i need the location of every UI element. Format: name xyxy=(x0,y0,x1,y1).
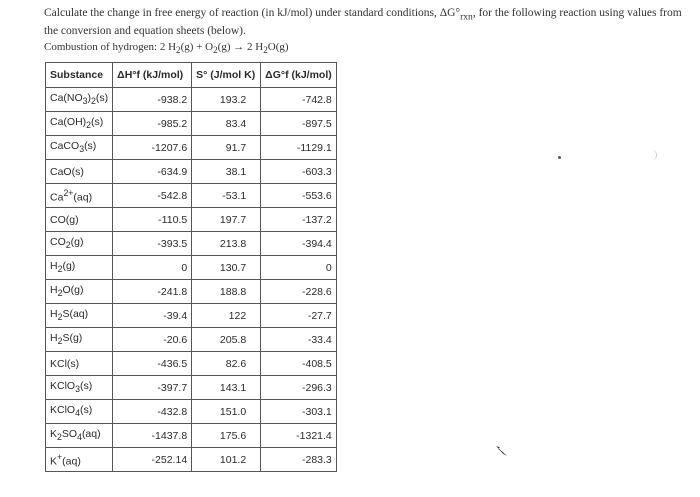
cell-free-energy: -553.6 xyxy=(261,184,337,208)
table-row xyxy=(46,280,337,304)
cell-free-energy: -283.3 xyxy=(261,448,337,472)
question-text-before: Calculate the change in free energy of reaction (in kJ/mol) under standard conditions, ΔG° xyxy=(44,7,461,19)
header-entropy: S° (J/mol K) xyxy=(192,63,261,88)
cell-enthalpy: -252.14 xyxy=(113,448,192,472)
question-subscript: rxn xyxy=(460,11,473,23)
table-row xyxy=(46,208,337,232)
mouse-cursor-icon xyxy=(494,444,508,458)
table-row xyxy=(46,352,337,376)
cell-substance: CaO(s) xyxy=(46,160,113,184)
question-text xyxy=(44,6,694,38)
cell-entropy: 143.1 xyxy=(192,376,261,400)
cell-substance: $Ca(OH)_2(s)$ xyxy=(46,112,113,136)
cell-free-energy: -33.4 xyxy=(261,328,337,352)
table-row xyxy=(46,112,337,136)
table-row xyxy=(46,88,337,112)
cell-enthalpy: -985.2 xyxy=(113,112,192,136)
cell-substance: KClO$_4$(s) xyxy=(46,400,113,424)
cell-enthalpy: -1207.6 xyxy=(113,136,192,160)
table-row xyxy=(46,448,337,472)
cell-free-energy: -1321.4 xyxy=(261,424,337,448)
cell-free-energy: -408.5 xyxy=(261,352,337,376)
cell-free-energy: -27.7 xyxy=(261,304,337,328)
cell-free-energy: -394.4 xyxy=(261,232,337,256)
cell-enthalpy: -634.9 xyxy=(113,160,192,184)
cell-entropy: 205.8 xyxy=(192,328,261,352)
cell-entropy: 197.7 xyxy=(192,208,261,232)
cell-substance: $H_2O(g)$ xyxy=(46,280,113,304)
cell-free-energy: 0 xyxy=(261,256,337,280)
table-row xyxy=(46,424,337,448)
cell-substance: KClO$_3$(s) xyxy=(46,376,113,400)
reaction-line xyxy=(44,41,289,55)
cell-entropy: 82.6 xyxy=(192,352,261,376)
cell-entropy: 193.2 xyxy=(192,88,261,112)
cell-entropy: 151.0 xyxy=(192,400,261,424)
cell-free-energy: -603.3 xyxy=(261,160,337,184)
table-row xyxy=(46,136,337,160)
reaction-equation: 2 $H_2(g) + O_2(g) \to 2$ $H_2O(g)$ xyxy=(159,41,289,56)
cell-free-energy: -296.3 xyxy=(261,376,337,400)
cell-free-energy: -303.1 xyxy=(261,400,337,424)
cell-substance: KCl(s) xyxy=(46,352,113,376)
reaction-label: Combustion of hydrogen: xyxy=(44,41,158,53)
table-row xyxy=(46,256,337,280)
cell-substance: $H_2S(g)$ xyxy=(46,328,113,352)
cell-enthalpy: -241.8 xyxy=(113,280,192,304)
table-row xyxy=(46,232,337,256)
stray-dot-mark xyxy=(558,156,561,159)
cell-entropy: 130.7 xyxy=(192,256,261,280)
cell-free-energy: -228.6 xyxy=(261,280,337,304)
cell-substance: $H_2S(aq)$ xyxy=(46,304,113,328)
table-row xyxy=(46,400,337,424)
cell-enthalpy: -432.8 xyxy=(113,400,192,424)
header-enthalpy: ΔH°f (kJ/mol) xyxy=(113,63,192,88)
cell-enthalpy: 0 xyxy=(113,256,192,280)
cell-substance: $Ca(NO_3)_2(s)$ xyxy=(46,88,113,112)
cell-substance: CO(g) xyxy=(46,208,113,232)
cell-entropy: 213.8 xyxy=(192,232,261,256)
table-row xyxy=(46,304,337,328)
cell-enthalpy: -1437.8 xyxy=(113,424,192,448)
stray-arc-mark xyxy=(648,150,657,160)
thermo-data-table xyxy=(45,62,337,472)
cell-entropy: 122 xyxy=(192,304,261,328)
cell-enthalpy: -436.5 xyxy=(113,352,192,376)
cell-entropy: 91.7 xyxy=(192,136,261,160)
cell-entropy: 188.8 xyxy=(192,280,261,304)
cell-enthalpy: -20.6 xyxy=(113,328,192,352)
cell-enthalpy: -393.5 xyxy=(113,232,192,256)
cell-entropy: 83.4 xyxy=(192,112,261,136)
cell-free-energy: -742.8 xyxy=(261,88,337,112)
cell-enthalpy: -110.5 xyxy=(113,208,192,232)
cell-enthalpy: -39.4 xyxy=(113,304,192,328)
question-text-after: , for the following reaction using values from the conversion and equation sheets (below). xyxy=(44,7,682,38)
cell-substance: $H_2(g)$ xyxy=(46,256,113,280)
cell-substance: K+(aq) xyxy=(46,448,113,472)
cell-enthalpy: -938.2 xyxy=(113,88,192,112)
cell-entropy: 175.6 xyxy=(192,424,261,448)
cell-entropy: -53.1 xyxy=(192,184,261,208)
cell-substance: CaCO$_3$(s) xyxy=(46,136,113,160)
table-row xyxy=(46,376,337,400)
cell-free-energy: -897.5 xyxy=(261,112,337,136)
cell-free-energy: -1129.1 xyxy=(261,136,337,160)
header-free-energy: ΔG°f (kJ/mol) xyxy=(261,63,337,88)
cell-substance: $K_2SO_4(aq)$ xyxy=(46,424,113,448)
cell-enthalpy: -397.7 xyxy=(113,376,192,400)
cell-substance: $CO_2(g)$ xyxy=(46,232,113,256)
table-row xyxy=(46,184,337,208)
cell-enthalpy: -542.8 xyxy=(113,184,192,208)
table-row xyxy=(46,328,337,352)
table-header-row xyxy=(46,63,337,88)
cell-entropy: 38.1 xyxy=(192,160,261,184)
header-substance: Substance xyxy=(46,63,113,88)
cell-substance: $Ca^{2+}(aq)$ xyxy=(46,184,113,208)
cell-entropy: 101.2 xyxy=(192,448,261,472)
table-row xyxy=(46,160,337,184)
cell-free-energy: -137.2 xyxy=(261,208,337,232)
